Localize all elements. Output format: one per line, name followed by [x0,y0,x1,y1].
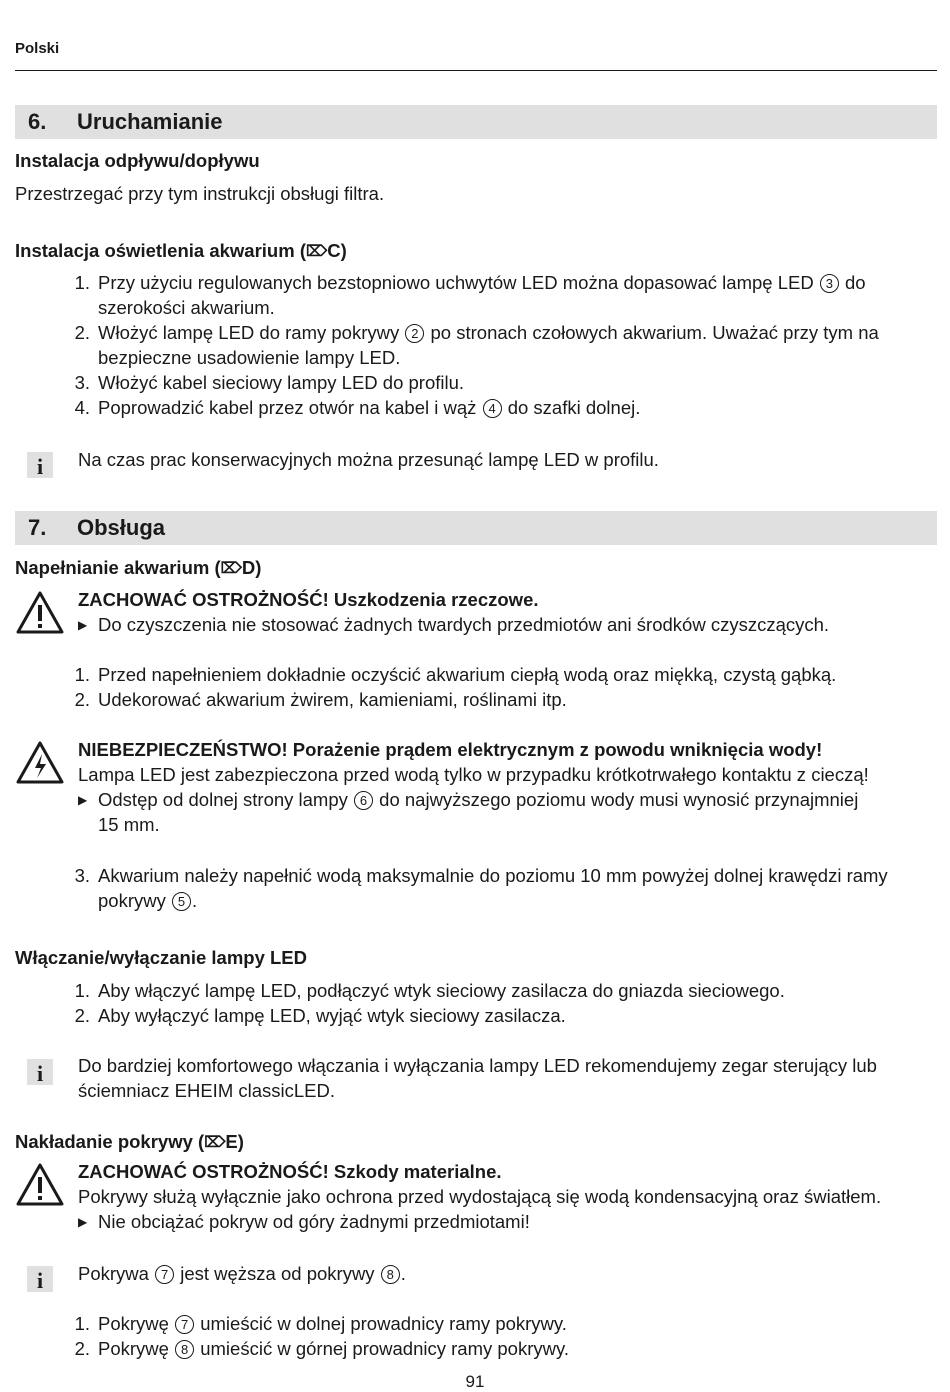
step-number: 1. [74,1313,90,1334]
callout-number: 2 [405,324,424,343]
section-6-number: 6. [28,109,47,134]
cover-heading [15,1131,244,1153]
bullet-text: Odstęp od dolnej strony lampy [98,789,348,810]
drain-text: Przestrzegać przy tym instrukcji obsługi filtra. [15,183,385,204]
info-icon [27,1266,53,1292]
danger-title: NIEBEZPIECZEŃSTWO! Porażenie prądem elektrycznym z powodu wniknięcia wody! [78,739,823,760]
callout-number: 4 [483,399,502,418]
switch-heading: Włączanie/wyłączanie lampy LED [15,947,307,968]
info-text: . [400,1263,406,1284]
step-number: 2. [74,689,90,710]
info-text: jest węższa od pokrywy [180,1263,375,1284]
svg-text:i: i [36,454,44,478]
section-7-bar [15,511,937,545]
cover-heading-text: Nakładanie pokrywy ( [15,1131,205,1152]
step-number: 2. [74,1005,90,1026]
caution-2-text: Pokrywy służą wyłącznie jako ochrona przed wydostającą się wodą kondensacyjną oraz światłem. [78,1186,882,1207]
language-label: Polski [15,40,60,57]
light-step-1-cont: szerokości akwarium. [98,297,275,318]
switch-step-2: Aby wyłączyć lampę LED, wyjąć wtyk sieciowy zasilacza. [98,1005,566,1026]
step-text: Włożyć lampę LED do ramy pokrywy [98,322,400,343]
light-step-3: Włożyć kabel sieciowy lampy LED do profilu. [98,372,465,393]
step-number: 1. [74,980,90,1001]
callout-number: 7 [175,1315,194,1334]
step-text: pokrywy [98,890,166,911]
step-number: 1. [74,272,90,293]
step-number: 2. [74,322,90,343]
caution-2-title: ZACHOWAĆ OSTROŻNOŚĆ! Szkody materialne. [78,1161,502,1182]
fill-heading [15,557,261,579]
step-number: 2. [74,1338,90,1359]
callout-number: 3 [820,274,839,293]
light-heading-figure: C) [327,240,347,261]
caution-1-bullet: Do czyszczenia nie stosować żadnych twardych przedmiotów ani środków czyszczących. [98,614,830,635]
step-text: po stronach czołowych akwarium. Uważać przy tym na [430,322,879,343]
step-text: Poprowadzić kabel przez otwór na kabel i wąż [98,397,477,418]
step-text: Przy użyciu regulowanych bezstopniowo uchwytów LED można dopasować lampę LED [98,272,814,293]
electric-hazard-icon [15,740,65,786]
cover-step-2 [98,1338,569,1360]
step-number: 4. [74,397,90,418]
bullet-text: do najwyższego poziomu wody musi wynosić przynajmniej [379,789,859,810]
section-7-number: 7. [28,515,47,540]
light-step-2 [98,322,879,344]
light-step-2-cont: bezpieczne usadowienie lampy LED. [98,347,401,368]
light-step-1 [98,272,866,294]
step-text: umieścić w dolnej prowadnicy ramy pokrywy. [200,1313,567,1334]
light-heading [15,240,347,262]
warning-triangle-icon [15,590,65,636]
caution-2-bullet: Nie obciążać pokryw od góry żadnymi przedmiotami! [98,1211,530,1232]
fill-step-3: Akwarium należy napełnić wodą maksymalnie do poziomu 10 mm powyżej dolnej krawędzi ramy [98,865,888,886]
reference-arrow-icon: ⌦ [305,243,328,260]
step-text: . [192,890,198,911]
triangle-bullet-icon: ▶ [78,793,88,807]
triangle-bullet-icon: ▶ [78,1215,88,1229]
reference-arrow-icon: ⌦ [220,560,242,577]
drain-heading: Instalacja odpływu/dopływu [15,150,260,171]
info-icon [27,452,53,478]
page-number: 91 [465,1372,485,1391]
light-heading-text: Instalacja oświetlenia akwarium ( [15,240,306,261]
step-text: umieścić w górnej prowadnicy ramy pokrywy. [200,1338,569,1359]
cover-heading-figure: E) [225,1131,244,1152]
step-number: 3. [74,865,90,886]
info-text-maintenance: Na czas prac konserwacyjnych można przesunąć lampę LED w profilu. [78,449,659,470]
danger-bullet-cont: 15 mm. [98,814,160,835]
step-text: Pokrywę [98,1313,169,1334]
callout-number: 5 [172,892,191,911]
fill-heading-figure: D) [241,557,262,578]
warning-triangle-icon [15,1162,65,1208]
step-text: do szafki dolnej. [507,397,641,418]
section-7-title: Obsługa [77,515,166,540]
header-rule [15,70,937,71]
light-step-4 [98,397,640,419]
fill-step-1: Przed napełnieniem dokładnie oczyścić akwarium ciepłą wodą oraz miękką, czystą gąbką. [98,664,837,685]
step-text: Pokrywę [98,1338,169,1359]
section-6-title: Uruchamianie [77,109,223,134]
cover-step-1 [98,1313,567,1335]
fill-step-3-cont [98,890,197,912]
callout-number: 7 [155,1265,174,1284]
step-number: 1. [74,664,90,685]
svg-text:i: i [36,1061,44,1085]
reference-arrow-icon: ⌦ [204,1134,226,1151]
cover-info [78,1263,406,1285]
callout-number: 8 [175,1340,194,1359]
switch-info-line-1: Do bardziej komfortowego włączania i wyłączania lampy LED rekomendujemy zegar sterujący lub [78,1055,877,1076]
callout-number: 6 [354,791,373,810]
danger-text: Lampa LED jest zabezpieczona przed wodą tylko w przypadku krótkotrwałego kontaktu z cieczą! [78,764,869,785]
info-icon [27,1059,53,1085]
callout-number: 8 [381,1265,400,1284]
step-number: 3. [74,372,90,393]
danger-bullet [98,789,858,811]
switch-step-1: Aby włączyć lampę LED, podłączyć wtyk sieciowy zasilacza do gniazda sieciowego. [98,980,785,1001]
info-text: Pokrywa [78,1263,149,1284]
triangle-bullet-icon: ▶ [78,618,88,632]
fill-heading-text: Napełnianie akwarium ( [15,557,221,578]
step-text: do [844,272,866,293]
fill-step-2: Udekorować akwarium żwirem, kamieniami, roślinami itp. [98,689,567,710]
section-6-bar [15,105,937,139]
switch-info-line-2: ściemniacz EHEIM classicLED. [78,1080,336,1101]
caution-1-title: ZACHOWAĆ OSTROŻNOŚĆ! Uszkodzenia rzeczowe. [78,589,539,610]
svg-text:i: i [36,1268,44,1292]
